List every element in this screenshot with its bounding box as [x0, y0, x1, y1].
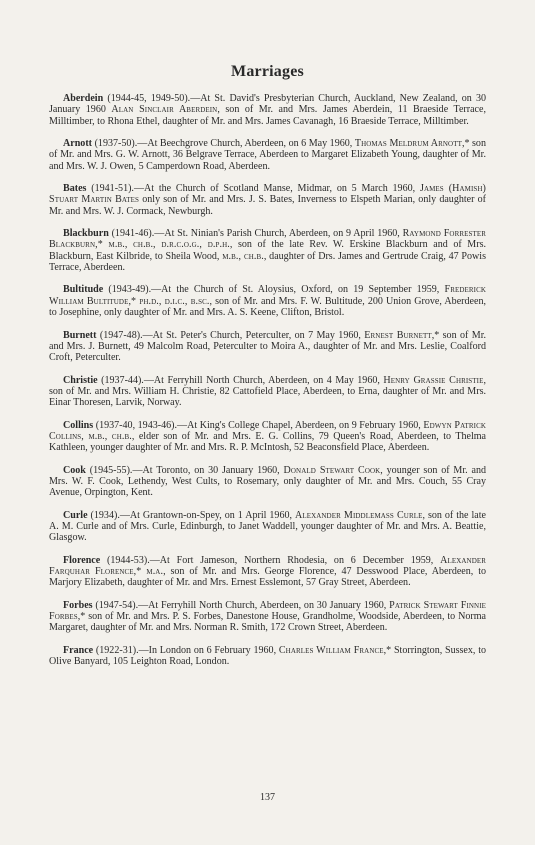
entry-text: ,* son of Mr. and Mrs. G. W. Arnott, 36 Belgrave Terrace, Aberdeen to Margaret Elizabeth Young, daughter of Mr. and Mrs. W. J. Owen, 5 Camperdown Road, Aberdeen.: [49, 138, 486, 172]
entry-text: —In London on 6 February 1960,: [138, 644, 279, 656]
entry-text: , daughter of Drs. James and Gertrude Craig, 47 Powis Terrace, Aberdeen.: [49, 250, 486, 274]
marriage-entry: [49, 183, 486, 217]
marriage-entry: [49, 645, 486, 668]
entry-text: —At Ferryhill North Church, Aberdeen, on 30 January 1960,: [138, 599, 390, 611]
entry-groom-name: Raymond Forrester Blackburn,* m.b., ch.b., d.r.c.o.g., d.p.h.: [49, 228, 486, 251]
entry-groom-name: Alexander Middlemass Curle: [294, 509, 423, 521]
marriage-entry: [49, 228, 486, 273]
marriage-entry: [49, 93, 486, 127]
entry-text: —At Grantown-on-Spey, on 1 April 1960,: [119, 509, 295, 521]
entry-text: , elder son of Mr. and Mrs. E. G. Collins, 79 Queen's Road, Aberdeen, to Thelma Kathleen, younger daughter of Mr. and Mrs. R. P. McIntosh, 52 Beaconsfield Place, Aberdeen.: [49, 430, 487, 454]
entry-years: (1937-44).: [97, 374, 144, 386]
entry-text: —At St. David's Presbyterian Church, Auckland, New Zealand, on 30 January 1960: [49, 93, 486, 116]
entry-text: , son of Mr. and Mrs. William H. Christie, 82 Cattofield Place, Aberdeen, to Erna, daughter of Mr. and Mrs. Einar Thoresen, Larvik, Norway.: [49, 374, 486, 409]
entry-text: —At Ferryhill North Church, Aberdeen, on 4 May 1960,: [143, 374, 384, 386]
entry-text: —At the Church of St. Aloysius, Oxford, on 19 September 1959,: [151, 284, 445, 296]
entry-text: —At St. Ninian's Parish Church, Aberdeen, on 9 April 1960,: [154, 228, 403, 240]
entry-text: , son of Mr. and Mrs. George Florence, 47 Desswood Place, Aberdeen, to Marjory Elizabeth, daughter of Mr. and Mrs. Ernest Esslemont, 57 Gray Street, Aberdeen.: [49, 566, 487, 589]
entry-surname: Christie: [63, 374, 98, 386]
entry-surname: Florence: [63, 554, 101, 566]
entry-years: (1922-31).: [93, 644, 139, 656]
entry-groom-name: Alexander Farquhar Florence,* m.a.: [49, 554, 487, 577]
entry-text: —At Beechgrove Church, Aberdeen, on 6 May 1960,: [137, 138, 355, 150]
marriage-entry: [49, 465, 486, 499]
entry-years: (1943-49).: [103, 284, 152, 296]
entry-years: (1944-45, 1949-50).: [103, 93, 191, 104]
entry-text: —At St. Peter's Church, Peterculter, on 7 May 1960,: [142, 329, 365, 341]
entry-years: (1937-50).: [92, 138, 138, 150]
entry-years: (1947-48).: [96, 329, 143, 341]
entry-groom-name: Patrick Stewart Finnie Forbes: [49, 599, 487, 623]
entry-text: ,* son of Mr. and Mrs. J. Burnett, 49 Malcolm Road, Peterculter to Moira A., daughter of Mr. and Mrs. Leslie, Coalford Croft, Peterculter.: [49, 329, 486, 364]
entry-surname: Bates: [63, 183, 87, 195]
entry-surname: France: [63, 644, 94, 656]
entry-groom-name: Henry Grassie Christie: [383, 374, 484, 386]
entry-text: ,* son of Mr. and Mrs. P. S. Forbes, Danestone House, Grandholme, Woodside, Aberdeen, to Norma Margaret, daughter of Mr. and Mrs. Norman R. Smith, 172 Crown Street, Aberdeen.: [49, 611, 486, 634]
entry-surname: Collins: [63, 419, 94, 431]
page-title: Marriages: [231, 63, 304, 80]
entry-years: (1934).: [87, 509, 120, 521]
marriage-entry: [49, 138, 486, 172]
entry-years: (1944-53).: [100, 554, 150, 566]
entry-groom-name: Frederick William Bultitude,* ph.d., d.i.c., b.sc.: [49, 284, 486, 307]
entry-years: (1937-40, 1943-46).: [93, 419, 178, 431]
entry-groom-name: Edwyn Patrick Collins, m.b., ch.b.: [49, 419, 487, 442]
entry-surname: Cook: [63, 464, 86, 476]
entry-text: —At the Church of Scotland Manse, Midmar, on 5 March 1960,: [133, 183, 420, 195]
entry-text: , son of the late A. M. Curle and of Mrs. Curle, Edinburgh, to Janet Waddell, younger daughter of Mr. and Mrs. A. Beattie, Glasgow.: [49, 509, 486, 544]
marriage-entry: [49, 420, 486, 454]
entry-surname: Aberdein: [63, 93, 104, 104]
entry-text: , son of Mr. and Mrs. James Aberdein, 11 Braeside Terrace, Milltimber, to Rhona Ethel, daughter of Mr. and Mrs. James Cavanagh, 16 Braeside Terrace, Milltimber.: [49, 104, 486, 127]
entry-groom-name: Ernest Burnett: [364, 329, 432, 341]
page-number: 137: [260, 792, 275, 803]
marriage-entry: [49, 375, 486, 409]
entry-surname: Bultitude: [63, 284, 104, 296]
entry-surname: Burnett: [63, 329, 97, 341]
marriage-entry: [49, 600, 486, 634]
entry-text: , son of Mr. and Mrs. F. W. Bultitude, 200 Union Grove, Aberdeen, to Josephine, only daughter of Mr. and Mrs. A. S. Keene, Clifton, Bristol.: [49, 295, 486, 319]
entry-years: (1947-54).: [92, 599, 139, 611]
entry-surname: Arnott: [63, 138, 93, 150]
entry-groom-name: James (Hamish) Stuart Martin Bates: [49, 183, 487, 206]
entry-surname: Forbes: [63, 599, 93, 611]
entry-text: —At King's College Chapel, Aberdeen, on 9 February 1960,: [177, 419, 424, 431]
entry-surname: Curle: [63, 509, 88, 521]
entry-text: , younger son of Mr. and Mrs. W. F. Cook, Lethendy, West Cults, to Rosemary, only daughter of Mr. and Mrs. Couch, 55 Cray Avenue, Orpington, Kent.: [49, 464, 487, 499]
entry-text: —At Fort Jameson, Northern Rhodesia, on 6 December 1959,: [149, 554, 441, 566]
entry-groom-name: Donald Stewart Cook: [283, 464, 381, 476]
marriage-entry: [49, 555, 486, 589]
entry-text: —At Toronto, on 30 January 1960,: [132, 464, 284, 476]
entry-text: only son of Mr. and Mrs. J. S. Bates, Inverness to Elspeth Marian, only daughter of Mr. and Mrs. W. J. Cormack, Newburgh.: [49, 194, 487, 217]
marriage-entry: [49, 510, 486, 544]
entry-years: (1941-51).: [86, 183, 134, 195]
marriage-entry: [49, 284, 486, 318]
entry-years: (1941-46).: [108, 228, 155, 240]
marriage-entry: [49, 330, 486, 364]
entry-degree: m.b., ch.b.: [222, 250, 264, 262]
entry-groom-name: Alan Sinclair Aberdein: [111, 104, 218, 116]
entry-text: ,* Storrington, Sussex, to Olive Banyard, 105 Leighton Road, London.: [49, 644, 487, 668]
entry-groom-name: Charles William France: [278, 644, 384, 656]
entry-surname: Blackburn: [63, 228, 109, 240]
entry-text: , son of the late Rev. W. Erskine Blackburn and of Mrs. Blackburn, East Kilbride, to Sheila Wood,: [49, 239, 486, 262]
marriage-entries: [49, 93, 486, 678]
entry-groom-name: Thomas Meldrum Arnott: [354, 138, 462, 150]
entry-years: (1945-55).: [85, 464, 133, 476]
